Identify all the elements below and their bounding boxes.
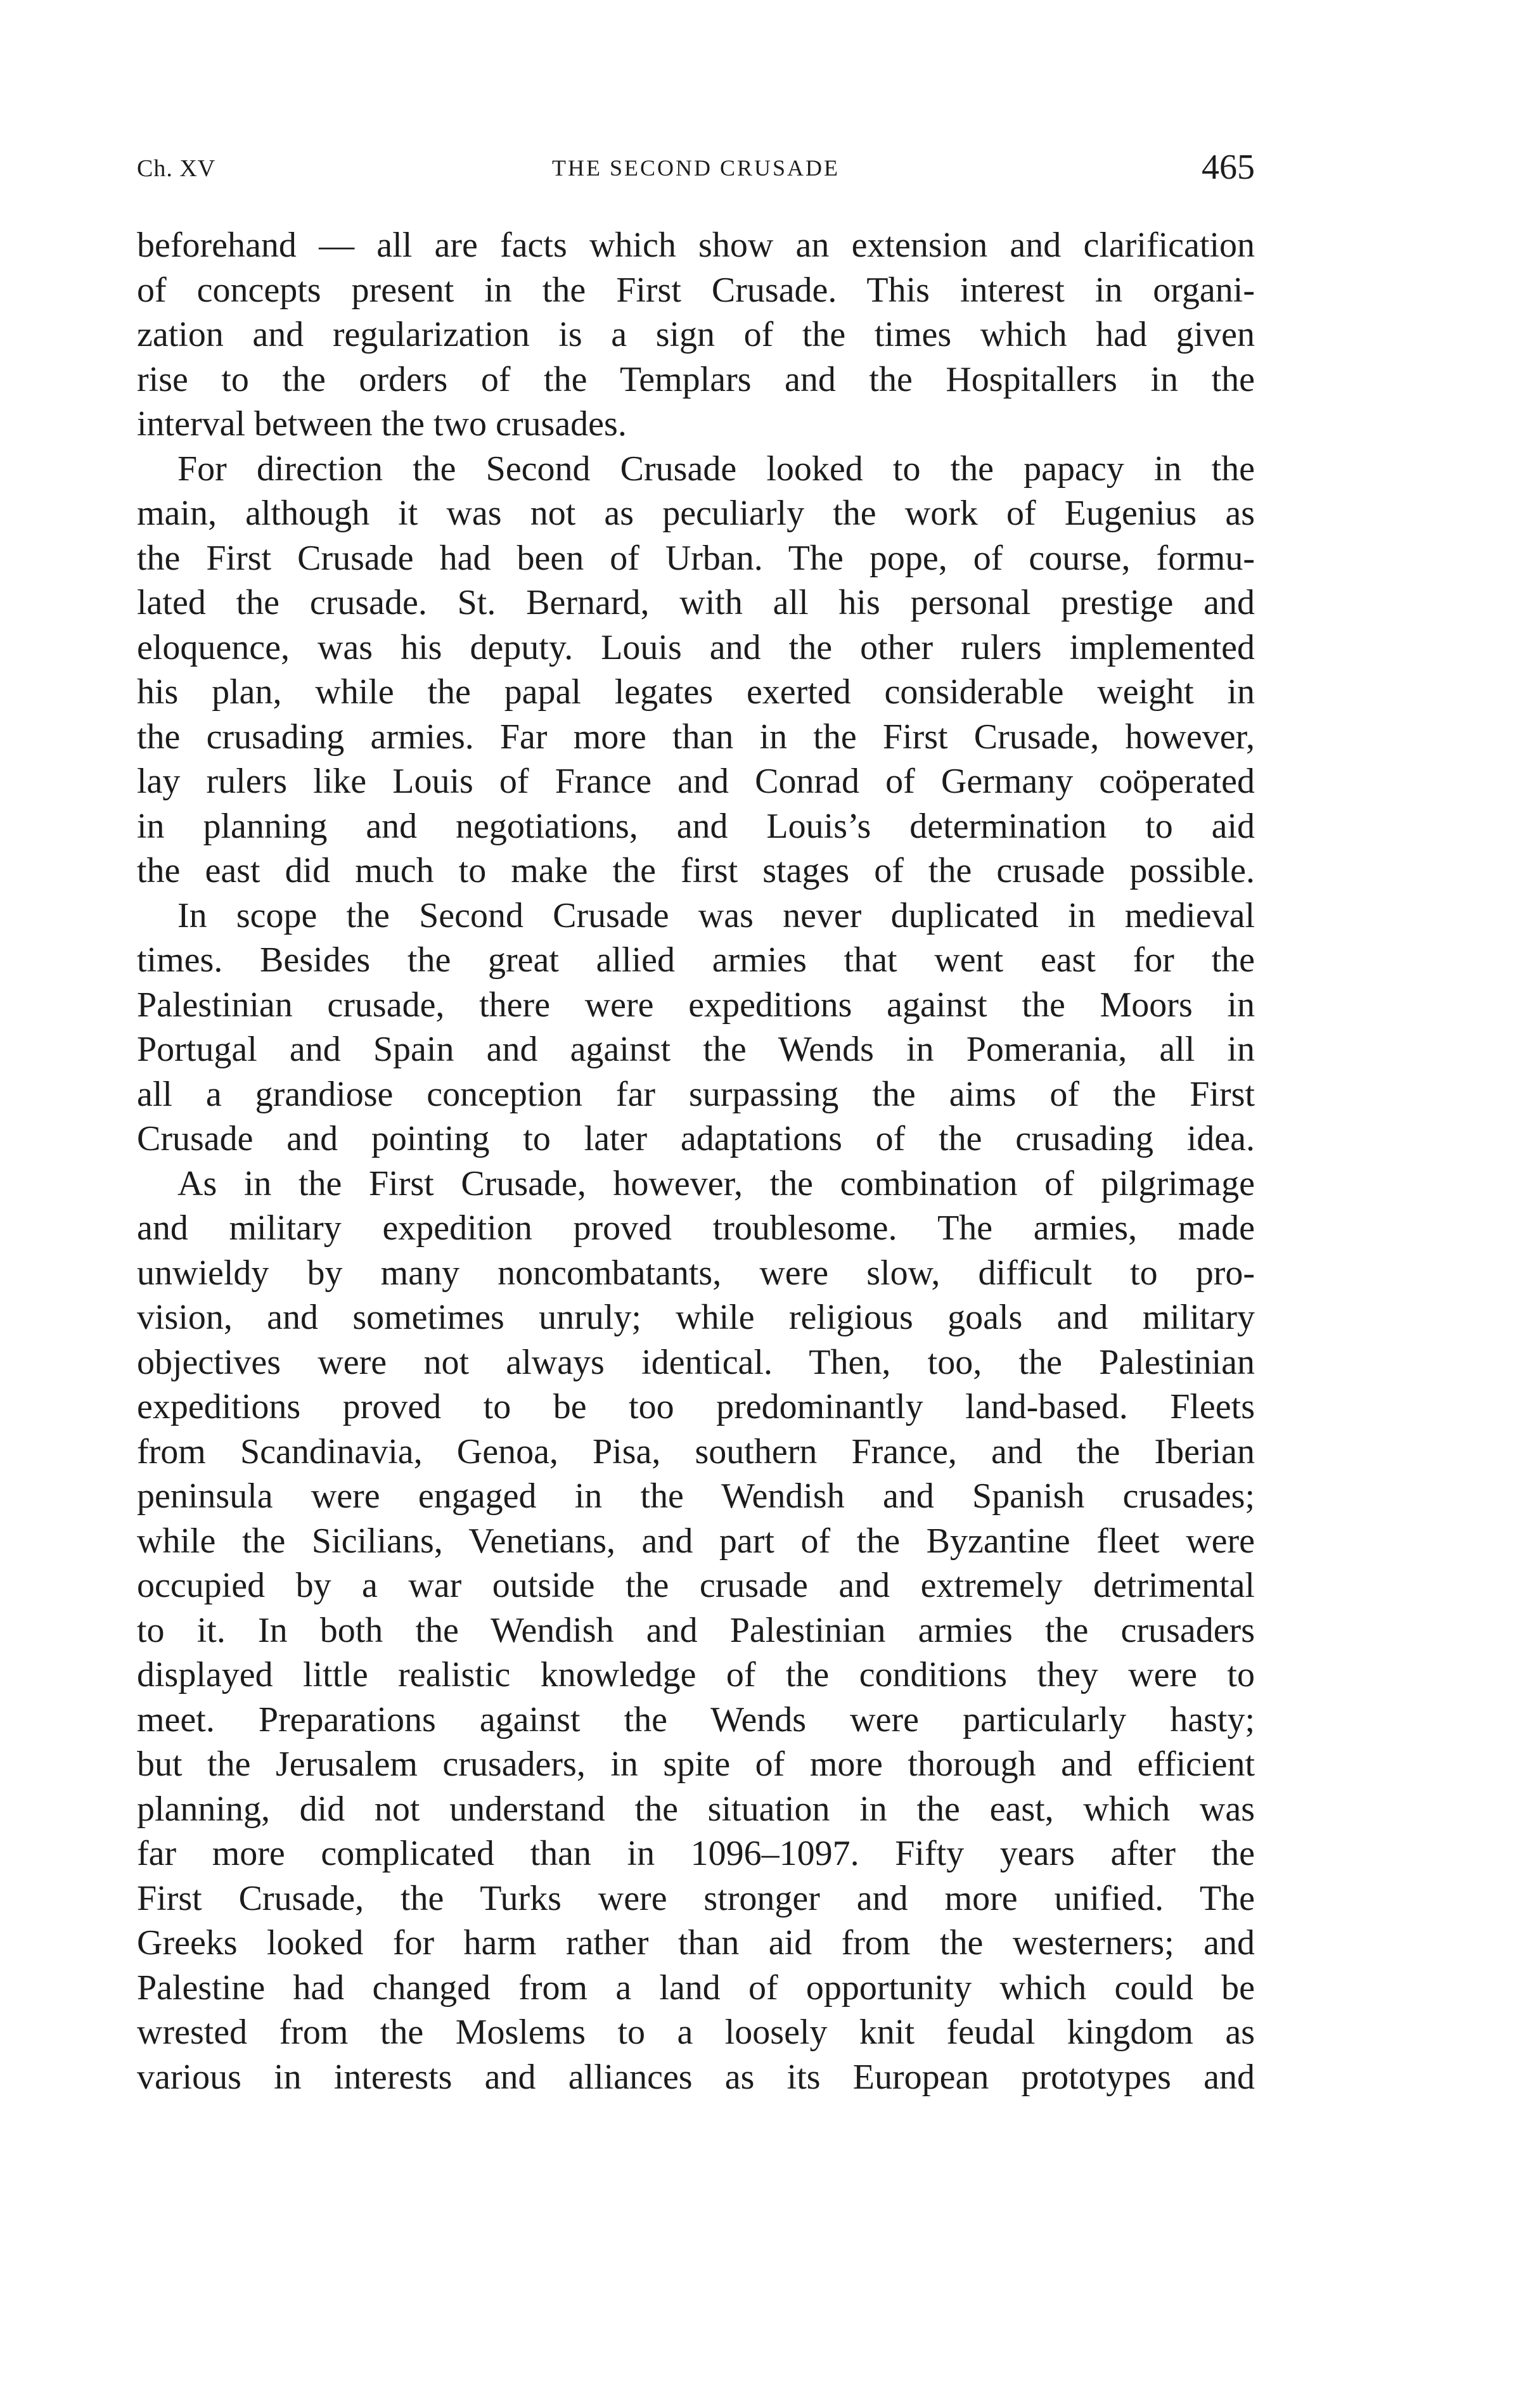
page-number: 465 (1202, 148, 1255, 187)
text-line: all a grandiose conception far surpassing the aims of the First (137, 1074, 1255, 1114)
text-line: eloquence, was his deputy. Louis and the other rulers implemented (137, 627, 1255, 667)
running-head (137, 147, 1255, 191)
body-text (137, 223, 1255, 2099)
running-title: THE SECOND CRUSADE (551, 155, 840, 181)
text-line: lated the crusade. St. Bernard, with all his personal prestige and (137, 583, 1255, 622)
text-line: the First Crusade had been of Urban. The pope, of course, formu- (137, 538, 1255, 578)
text-line: while the Sicilians, Venetians, and part of the Byzantine fleet were (137, 1521, 1255, 1561)
text-line: expeditions proved to be too predominantly land-based. Fleets (137, 1387, 1255, 1426)
text-line: Palestinian crusade, there were expeditions against the Moors in (137, 985, 1255, 1025)
text-line: Greeks looked for harm rather than aid from the westerners; and (137, 1923, 1255, 1963)
text-line: Portugal and Spain and against the Wends in Pomerania, all in (137, 1030, 1255, 1069)
text-line: First Crusade, the Turks were stronger and more unified. The (137, 1878, 1255, 1918)
text-line: and military expedition proved troublesome. The armies, made (137, 1208, 1255, 1248)
text-line: Palestine had changed from a land of opportunity which could be (137, 1968, 1255, 2008)
text-line: displayed little realistic knowledge of the conditions they were to (137, 1655, 1255, 1694)
text-line: objectives were not always identical. Then, too, the Palestinian (137, 1342, 1255, 1382)
text-line: As in the First Crusade, however, the combination of pilgrimage (177, 1163, 1255, 1203)
chapter-label: Ch. XV (137, 155, 216, 182)
text-line: the east did much to make the first stages of the crusade possible. (137, 851, 1255, 890)
text-line: of concepts present in the First Crusade. This interest in organi- (137, 270, 1255, 310)
text-line: occupied by a war outside the crusade and extremely detrimental (137, 1566, 1255, 1605)
text-line: main, although it was not as peculiarly the work of Eugenius as (137, 494, 1255, 533)
text-line: to it. In both the Wendish and Palestinian armies the crusaders (137, 1610, 1255, 1650)
text-line: planning, did not understand the situation in the east, which was (137, 1789, 1255, 1829)
text-line: but the Jerusalem crusaders, in spite of more thorough and efficient (137, 1745, 1255, 1784)
text-line: from Scandinavia, Genoa, Pisa, southern France, and the Iberian (137, 1431, 1255, 1471)
text-line: the crusading armies. Far more than in the First Crusade, however, (137, 717, 1255, 757)
text-line: For direction the Second Crusade looked to the papacy in the (177, 449, 1255, 489)
text-line: meet. Preparations against the Wends were particularly hasty; (137, 1700, 1255, 1739)
text-line: times. Besides the great allied armies that went east for the (137, 940, 1255, 980)
text-line: his plan, while the papal legates exerted considerable weight in (137, 672, 1255, 712)
text-line: peninsula were engaged in the Wendish and Spanish crusades; (137, 1476, 1255, 1516)
text-line: lay rulers like Louis of France and Conrad of Germany coöperated (137, 762, 1255, 801)
text-line: interval between the two crusades. (137, 404, 627, 444)
text-line: unwieldy by many noncombatants, were slow, difficult to pro- (137, 1253, 1255, 1293)
text-line: zation and regularization is a sign of the times which had given (137, 315, 1255, 354)
text-line: vision, and sometimes unruly; while religious goals and military (137, 1298, 1255, 1337)
text-line: wrested from the Moslems to a loosely knit feudal kingdom as (137, 2013, 1255, 2052)
text-line: beforehand — all are facts which show an extension and clarification (137, 226, 1255, 265)
text-line: far more complicated than in 1096–1097. Fifty years after the (137, 1834, 1255, 1873)
text-line: various in interests and alliances as its European prototypes and (137, 2057, 1255, 2097)
text-line: Crusade and pointing to later adaptations of the crusading idea. (137, 1119, 1255, 1158)
text-line: in planning and negotiations, and Louis’s determination to aid (137, 806, 1255, 846)
text-line: rise to the orders of the Templars and the Hospitallers in the (137, 359, 1255, 399)
text-line: In scope the Second Crusade was never duplicated in medieval (177, 895, 1255, 935)
